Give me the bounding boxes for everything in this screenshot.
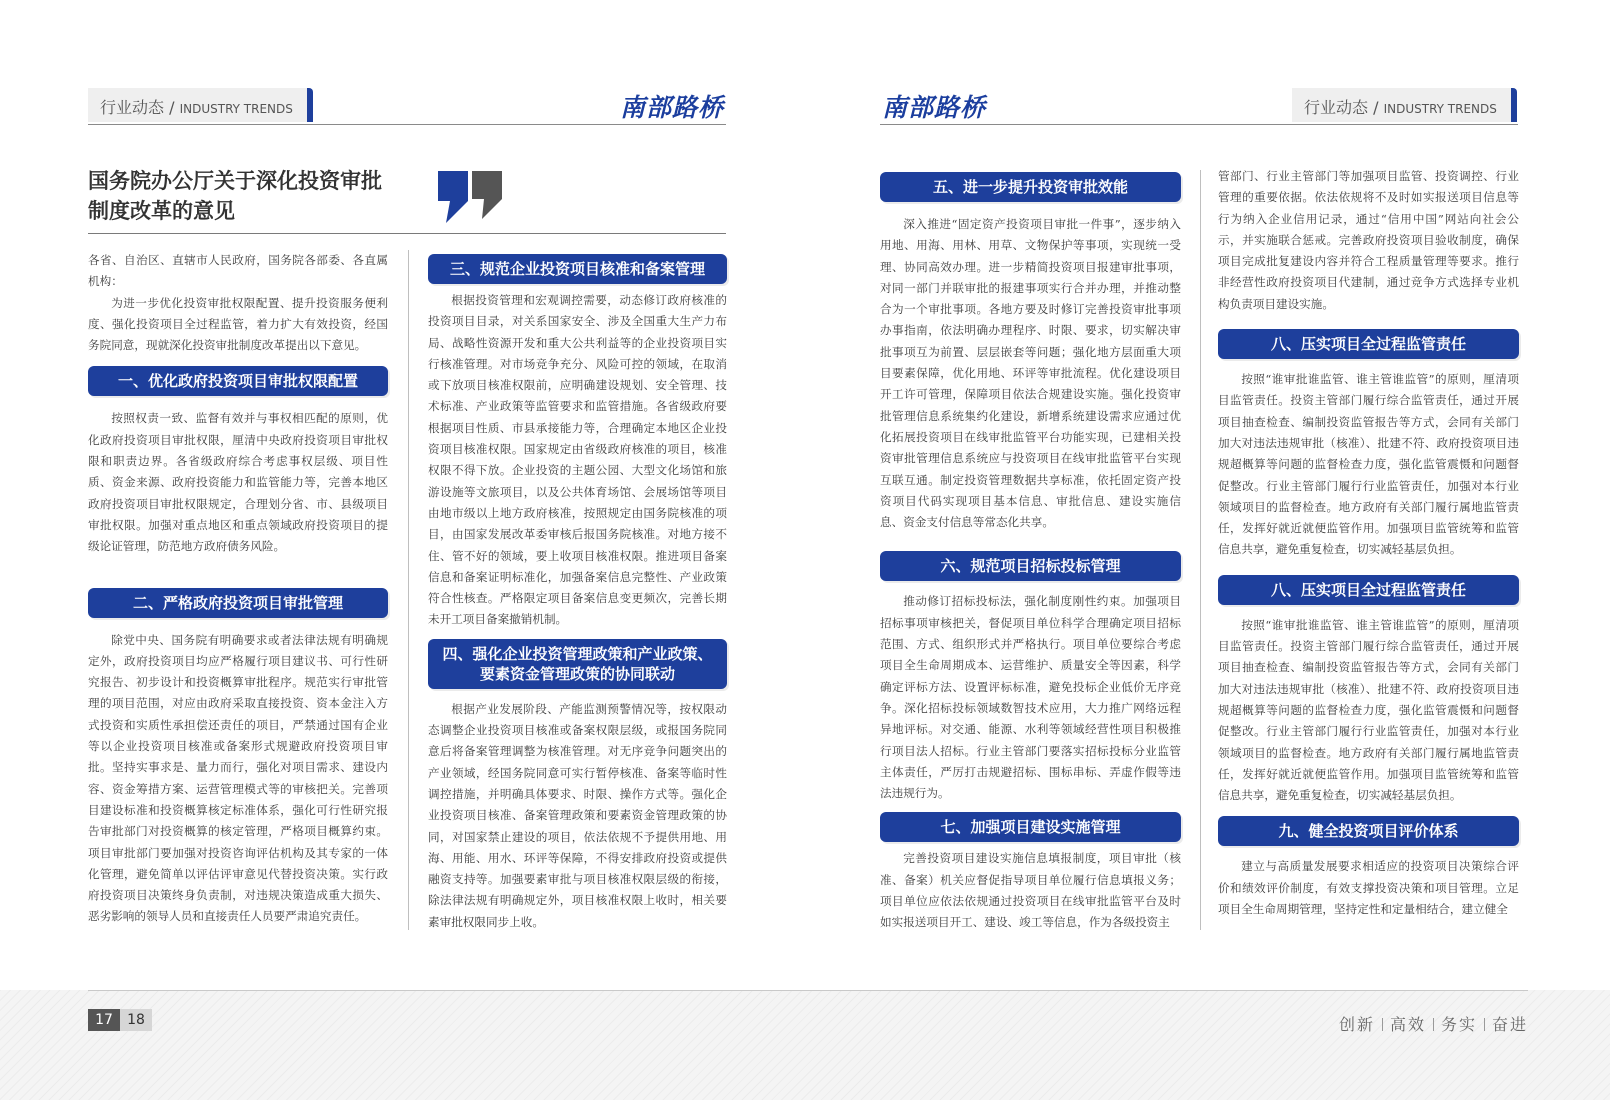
article-title (88, 166, 438, 226)
footer-slogan (1339, 1012, 1528, 1035)
slogan-separator (1433, 1018, 1434, 1031)
column-3 (880, 172, 1181, 934)
section-heading-3: 三、规范企业投资项目核准和备案管理 (428, 254, 727, 284)
section-5-paragraph: 深入推进“固定资产投资项目审批一件事”，逐步纳入用地、用海、用林、用草、文物保护等事项，实现统一受理、协同高效办理。进一步精简投资项目报建审批事项，对同一部门并联审批的报建事项实行合并办理，并推动整合为一个审批事项。各地方要及时修订完善投资审批事项办事指南，依法明确办理程序、时限、要求，切实解决审批事项互为前置、层层嵌套等问题；强化地方层面重大项目要素保障，优化用地、环评等审批流程。优化建设项目开工许可管理，保障项目依法合规建设实施。强化投资审批管理信息系统集约化建设，新增系统建设需求应通过优化拓展投资项目在线审批监管平台功能实现，已建相关投资审批管理信息系统应与投资项目在线审批监管平台实现互联互通。制定投资管理数据共享标准，依托固定资产投资项目代码实现项目基本信息、审批信息、建设实施信息、资金支付信息等常态化共享。 (880, 217, 1181, 530)
column-4 (1218, 166, 1519, 920)
section-heading-5: 五、进一步提升投资审批效能 (880, 172, 1181, 202)
slogan-word: 奋进 (1491, 1015, 1528, 1034)
slogan-word: 创新 (1338, 1015, 1375, 1034)
section-heading-8b: 八、压实项目全过程监管责任 (1218, 575, 1519, 605)
section-label-cn: 行业动态 / (100, 98, 175, 117)
section-tab-left (88, 88, 313, 122)
column-divider-left (408, 250, 409, 930)
section-heading-1: 一、优化政府投资项目审批权限配置 (88, 366, 388, 396)
section-label-en: INDUSTRY TRENDS (1383, 102, 1497, 116)
header-rule-right (880, 124, 1518, 125)
section-heading-7: 七、加强项目建设实施管理 (880, 812, 1181, 842)
greeting: 各省、自治区、直辖市人民政府，国务院各部委、各直属机构： (88, 253, 388, 289)
section-heading-4-line2: 要素资金管理政策的协同联动 (479, 664, 675, 683)
section-2-paragraph: 除党中央、国务院有明确要求或者法律法规有明确规定外，政府投资项目均应严格履行项目建议书、可行性研究报告、初步设计和投资概算审批程序。规范实行审批管理的项目范围，对应由政府采取直接投资、资本金注入方式投资和实质性承担偿还责任的项目，严禁通过国有企业等以企业投资项目核准或备案形式规避政府投资项目审批。坚持实事求是、量力而行，强化对项目需求、建设内容、资金筹措方案、运营管理模式等的审核把关。完善项目建设标准和投资概算核定标准体系，强化可行性研究报告审批部门对投资概算的核定管理，严格项目概算约束。项目审批部门要加强对投资咨询评估机构及其专家的一体化管理，避免简单以评估评审意见代替投资决策。实行政府投资项目决策终身负责制，对违规决策造成重大损失、恶劣影响的领导人员和直接责任人员要严肃追究责任。 (88, 632, 388, 924)
section-6-paragraph: 推动修订招标投标法，强化制度刚性约束。加强项目招标事项审核把关，督促项目单位科学合理确定项目招标范围、方式、组织形式并严格执行。项目单位要综合考虑项目全生命周期成本、运营维护、质量安全等因素，科学确定评标方法、设置评标标准，避免投标企业低价无序竞争。深化招标投标领域数智技术应用，大力推广网络远程异地评标。对交通、能源、水利等领域经营性项目积极推行项目法人招标。行业主管部门要落实招标投标分业监管主体责任，严厉打击规避招标、围标串标、弄虚作假等违法违规行为。 (880, 594, 1181, 801)
article-title-line2: 制度改革的意见 (88, 198, 235, 223)
section-heading-4-line1: 四、强化企业投资管理政策和产业政策、 (442, 644, 713, 663)
section-heading-9: 九、健全投资项目评价体系 (1218, 816, 1519, 846)
column-divider-right (1200, 170, 1201, 930)
footer-background (0, 990, 1610, 1100)
page-number-right: 18 (120, 1009, 152, 1031)
section-8a-paragraph: 按照“谁审批谁监管、谁主管谁监管”的原则，厘清项目监管责任。投资主管部门履行综合监管责任，通过开展项目抽查检查、编制投资监管报告等方式，会同有关部门加大对违法违规审批（核准）、批建不符、政府投资项目违规超概算等问题的监督检查力度，强化监管震慑和问题督促整改。行业主管部门履行行业监管责任，加强对本行业领域项目的监督检查。地方政府有关部门履行属地监管责任，发挥好就近就便监管作用。加强项目监管统筹和监管信息共享，避免重复检查，切实减轻基层负担。 (1218, 372, 1519, 557)
section-7-paragraph: 完善投资项目建设实施信息填报制度，项目审批（核准、备案）机关应督促指导项目单位履行信息填报义务；项目单位应依法依规通过投资项目在线审批监管平台及时如实报送项目开工、建设、竣工等信息，作为各级投资主 (880, 851, 1181, 930)
intro-paragraph: 为进一步优化投资审批权限配置、提升投资服务便利度、强化投资项目全过程监管，着力扩大有效投资，经国务院同意，现就深化投资审批制度改革提出以下意见。 (88, 295, 388, 353)
section-9-paragraph: 建立与高质量发展要求相适应的投资项目决策综合评价和绩效评价制度，有效支撑投资决策和项目管理。立足项目全生命周期管理，坚持定性和定量相结合，建立健全 (1218, 859, 1519, 917)
section-1-paragraph: 按照权责一致、监督有效并与事权相匹配的原则，优化政府投资项目审批权限，厘清中央政府投资项目审批权限和职责边界。各省级政府综合考虑事权层级、项目性质、资金来源、政府投资能力和监管能力等，完善本地区政府投资项目审批权限规定，合理划分省、市、县级项目审批权限。加强对重点地区和重点领域政府投资项目的提级论证管理，防范地方政府债务风险。 (88, 411, 388, 554)
section-tab-right (1292, 88, 1517, 122)
section-3-paragraph: 根据投资管理和宏观调控需要，动态修订政府核准的投资项目目录，对关系国家安全、涉及全国重大生产力布局、战略性资源开发和重大公共利益等的企业投资项目实行核准管理。对市场竞争充分、风险可控的领域，在取消或下放项目核准权限前，应明确建设规划、安全管理、技术标准、产业政策等监管要求和监管措施。各省级政府要根据项目性质、市县承接能力等，合理确定本地区企业投资项目核准权限。国家规定由省级政府核准的项目，核准权限不得下放。企业投资的主题公园、大型文化场馆和旅游设施等文旅项目，以及公共体育场馆、会展场馆等项目由地市级以上地方政府核准，按照规定由国务院核准的项目，由国家发展改革委审核后报国务院核准。对地方接不住、管不好的领域，要上收项目核准权限。推进项目备案信息和备案证明标准化，加强备案信息完整性、产业政策符合性核查。严格限定项目备案信息变更频次，完善长期未开工项目备案撤销机制。 (428, 293, 727, 627)
footer-rule (88, 990, 1528, 991)
page-numbers (88, 1009, 152, 1031)
article-title-line1: 国务院办公厅关于深化投资审批 (88, 168, 382, 193)
section-heading-6: 六、规范项目招标投标管理 (880, 551, 1181, 581)
slogan-word: 高效 (1389, 1015, 1426, 1034)
title-rule (88, 233, 726, 234)
section-heading-4 (428, 639, 727, 689)
section-heading-8a: 八、压实项目全过程监管责任 (1218, 329, 1519, 359)
slogan-separator (1484, 1018, 1485, 1031)
section-label-cn: 行业动态 / (1304, 98, 1379, 117)
section-label (1304, 95, 1497, 118)
column-1 (88, 250, 388, 928)
column-2 (428, 254, 727, 933)
slogan-separator (1382, 1018, 1383, 1031)
brand-logo-right: 南部路桥 (882, 93, 987, 122)
section-7-paragraph-continued: 管部门、行业主管部门等加强项目监管、投资调控、行业管理的重要依据。依法依规将不及时如实报送项目信息等行为纳入企业信用记录，通过“信用中国”网站向社会公示，并实施联合惩戒。完善政府投资项目验收制度，确保项目完成批复建设内容并符合工程质量管理等要求。推行非经营性政府投资项目代建制，通过竞争方式选择专业机构负责项目建设实施。 (1218, 169, 1519, 311)
quote-mark-icon (438, 171, 504, 223)
page-number-left: 17 (88, 1009, 120, 1031)
section-heading-2: 二、严格政府投资项目审批管理 (88, 588, 388, 618)
section-label-en: INDUSTRY TRENDS (179, 102, 293, 116)
section-8b-paragraph: 按照“谁审批谁监管、谁主管谁监管”的原则，厘清项目监管责任。投资主管部门履行综合监管责任，通过开展项目抽查检查、编制投资监管报告等方式，会同有关部门加大对违法违规审批（核准）、批建不符、政府投资项目违规超概算等问题的监督检查力度，强化监管震慑和问题督促整改。行业主管部门履行行业监管责任，加强对本行业领域项目的监督检查。地方政府有关部门履行属地监管责任，发挥好就近就便监管作用。加强项目监管统筹和监管信息共享，避免重复检查，切实减轻基层负担。 (1218, 617, 1519, 803)
brand-logo-left: 南部路桥 (620, 93, 725, 122)
header-rule-left (88, 124, 726, 125)
slogan-word: 务实 (1440, 1015, 1477, 1034)
section-4-paragraph: 根据产业发展阶段、产能监测预警情况等，按权限动态调整企业投资项目核准或备案权限层级，或报国务院同意后将备案管理调整为核准管理。对无序竞争问题突出的产业领域，经国务院同意可实行暂停核准、备案等临时性调控措施，并明确具体要求、时限、操作方式等。强化企业投资项目核准、备案管理政策和要素资金管理政策的协同，对国家禁止建设的项目，依法依规不予提供用地、用海、用能、用水、环评等保障，不得安排政府投资或提供融资支持等。加强要素审批与项目核准权限层级的衔接，除法律法规有明确规定外，项目核准权限上收时，相关要素审批权限同步上收。 (428, 701, 727, 929)
section-label (100, 95, 293, 118)
